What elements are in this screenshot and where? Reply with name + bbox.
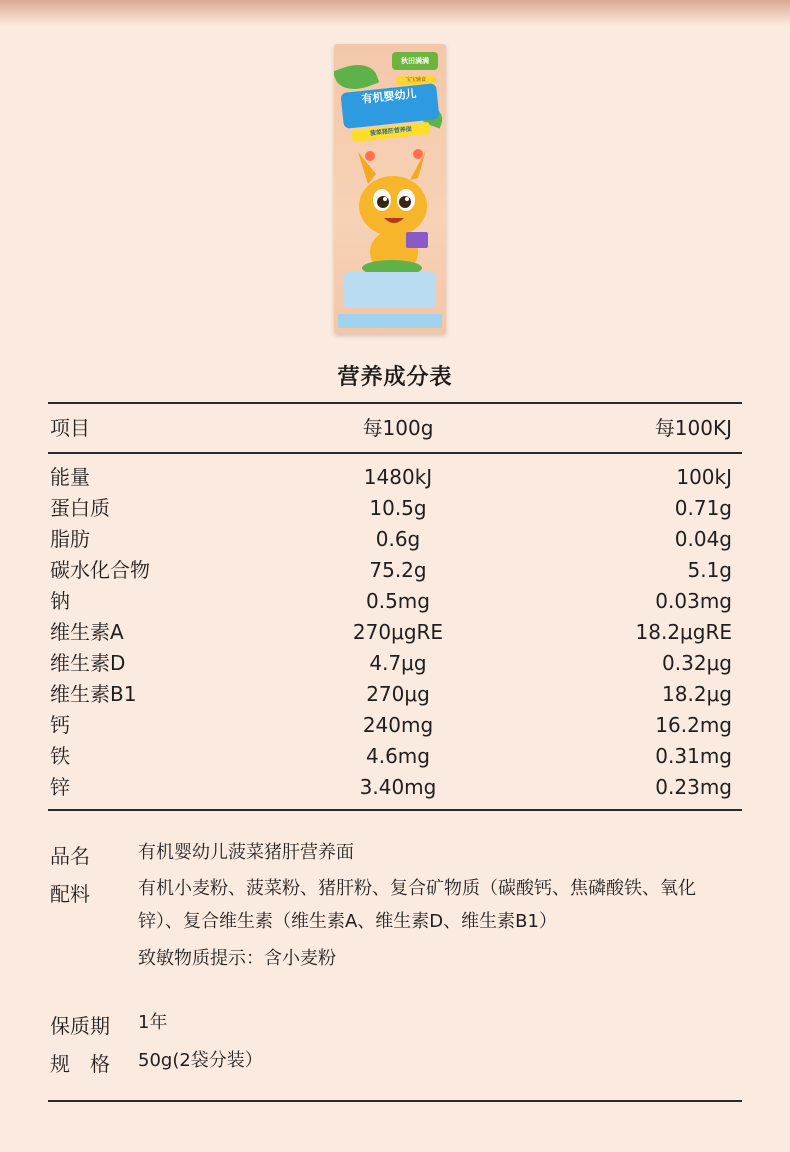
package-subtitle: 菠菜猪肝营养面 — [352, 122, 431, 142]
value-per-100g: 75.2g — [369, 558, 427, 582]
nutrient-name: 钠 — [50, 589, 70, 613]
table-row — [48, 772, 742, 803]
allergen-note: 致敏物质提示：含小麦粉 — [138, 948, 336, 969]
table-bottom-rule — [48, 809, 742, 811]
ingredients-label: 配料 — [50, 882, 90, 906]
table-body — [48, 454, 742, 809]
value-per-100kj: 0.04g — [674, 527, 732, 551]
value-per-100g: 270μgRE — [352, 620, 444, 644]
nutrient-name: 能量 — [50, 465, 90, 489]
table-row — [48, 493, 742, 524]
nutrient-name: 维生素D — [50, 651, 126, 675]
nutrient-name: 钙 — [50, 713, 70, 737]
value-per-100g: 10.5g — [369, 496, 427, 520]
spec-label: 规 格 — [50, 1052, 110, 1076]
value-per-100g: 0.6g — [375, 527, 421, 551]
table-row — [48, 679, 742, 710]
table-row — [48, 648, 742, 679]
table-row — [48, 710, 742, 741]
nutrient-name: 脂肪 — [50, 527, 90, 551]
ingredients-line-1: 有机小麦粉、菠菜粉、猪肝粉、复合矿物质（碳酸钙、焦磷酸铁、氧化 — [138, 878, 696, 899]
value-per-100kj: 16.2mg — [655, 713, 732, 737]
value-per-100kj: 5.1g — [687, 558, 732, 582]
value-per-100g: 4.6mg — [366, 744, 430, 768]
table-row — [48, 462, 742, 493]
nutrient-name: 蛋白质 — [50, 496, 110, 520]
value-per-100kj: 100kJ — [676, 465, 732, 489]
product-name-label: 品名 — [50, 844, 90, 868]
nutrition-table — [48, 402, 742, 811]
table-row — [48, 555, 742, 586]
value-per-100g: 4.7μg — [369, 651, 427, 675]
nutrient-name: 维生素A — [50, 620, 124, 644]
table-row — [48, 586, 742, 617]
package-tag: 宝宝辅食 — [396, 76, 436, 85]
package-footer-band — [338, 314, 442, 328]
ingredients-line-2: 锌）、复合维生素（维生素A、维生素D、维生素B1） — [138, 911, 557, 932]
value-per-100kj: 0.71g — [674, 496, 732, 520]
nutrient-name: 维生素B1 — [50, 682, 137, 706]
nutrient-name: 铁 — [50, 744, 70, 768]
value-per-100g: 270μg — [366, 682, 430, 706]
value-per-100kj: 18.2μgRE — [635, 620, 732, 644]
nutrient-name: 锌 — [50, 775, 70, 799]
value-per-100g: 1480kJ — [363, 465, 433, 489]
table-row — [48, 617, 742, 648]
nutrient-name: 碳水化合物 — [50, 558, 150, 582]
header-per-100kj: 每100KJ — [654, 416, 732, 440]
product-package-image — [334, 44, 446, 334]
table-row — [48, 741, 742, 772]
shelf-life-label: 保质期 — [50, 1014, 110, 1038]
header-per-100g: 每100g — [362, 416, 434, 440]
top-decor-band — [0, 0, 790, 26]
value-per-100g: 240mg — [362, 713, 434, 737]
shelf-life-value: 1年 — [138, 1012, 168, 1033]
package-info-box — [344, 272, 436, 308]
value-per-100kj: 0.03mg — [655, 589, 732, 613]
nutrition-table-title: 营养成分表 — [337, 365, 453, 390]
product-name-value: 有机婴幼儿菠菜猪肝营养面 — [138, 842, 354, 863]
brand-logo: 秋田满满 — [392, 52, 438, 70]
table-header-row — [48, 404, 742, 452]
value-per-100g: 3.40mg — [359, 775, 437, 799]
spec-value: 50g(2袋分装） — [138, 1050, 263, 1071]
header-item: 项目 — [50, 416, 90, 440]
value-per-100kj: 0.23mg — [655, 775, 732, 799]
value-per-100kj: 18.2μg — [662, 682, 732, 706]
value-per-100kj: 0.31mg — [655, 744, 732, 768]
table-row — [48, 524, 742, 555]
value-per-100kj: 0.32μg — [662, 651, 732, 675]
package-title: 有机婴幼儿 — [340, 83, 439, 129]
value-per-100g: 0.5mg — [366, 589, 430, 613]
bottom-rule — [48, 1100, 742, 1102]
